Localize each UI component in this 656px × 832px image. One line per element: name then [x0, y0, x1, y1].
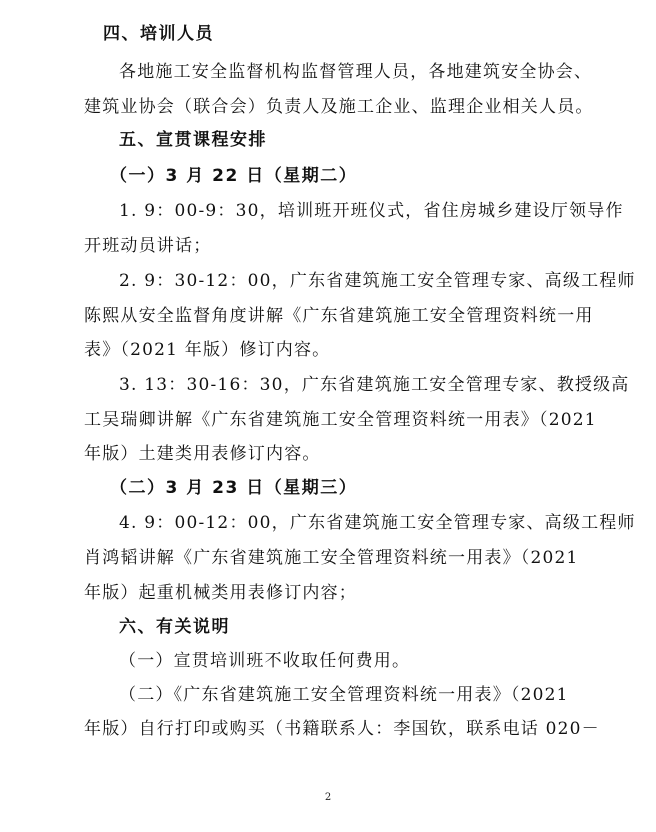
- paragraph-line: 工吴瑞卿讲解《广东省建筑施工安全管理资料统一用表》（2021: [84, 410, 597, 430]
- subheading-date-march-22: （一）3 月 22 日（星期二）: [110, 166, 358, 186]
- paragraph-line: 各地施工安全监督机构监督管理人员，各地建筑安全协会、: [119, 62, 593, 82]
- paragraph-line: （一）宣贯培训班不收取任何费用。: [119, 651, 411, 671]
- paragraph-line: 建筑业协会（联合会）负责人及施工企业、监理企业相关人员。: [84, 97, 594, 117]
- paragraph-line: 年版）起重机械类用表修订内容；: [84, 583, 357, 603]
- page-number: 2: [324, 792, 332, 803]
- paragraph-line: 3. 13：30-16：30，广东省建筑施工安全管理专家、教授级高: [119, 375, 630, 395]
- section-heading-notes: 六、有关说明: [119, 617, 230, 637]
- paragraph-line: 1. 9：00-9：30，培训班开班仪式，省住房城乡建设厅领导作: [119, 201, 624, 221]
- paragraph-line: 开班动员讲话；: [84, 236, 212, 256]
- paragraph-line: 陈熙从安全监督角度讲解《广东省建筑施工安全管理资料统一用: [84, 306, 594, 326]
- paragraph-line: 表》（2021 年版）修订内容。: [84, 340, 331, 360]
- section-heading-course-schedule: 五、宣贯课程安排: [119, 130, 267, 150]
- paragraph-line: （二）《广东省建筑施工安全管理资料统一用表》（2021: [119, 685, 569, 705]
- paragraph-line: 4. 9：00-12：00，广东省建筑施工安全管理专家、高级工程师: [119, 513, 636, 533]
- paragraph-line: 肖鸿韬讲解《广东省建筑施工安全管理资料统一用表》（2021: [84, 548, 579, 568]
- paragraph-line: 2. 9：30-12：00，广东省建筑施工安全管理专家、高级工程师: [119, 271, 636, 291]
- section-heading-training-personnel: 四、培训人员: [103, 24, 214, 44]
- paragraph-line: 年版）自行打印或购买（书籍联系人：李国钦，联系电话 020－: [84, 719, 600, 739]
- subheading-date-march-23: （二）3 月 23 日（星期三）: [110, 478, 358, 498]
- paragraph-line: 年版）土建类用表修订内容。: [84, 444, 321, 464]
